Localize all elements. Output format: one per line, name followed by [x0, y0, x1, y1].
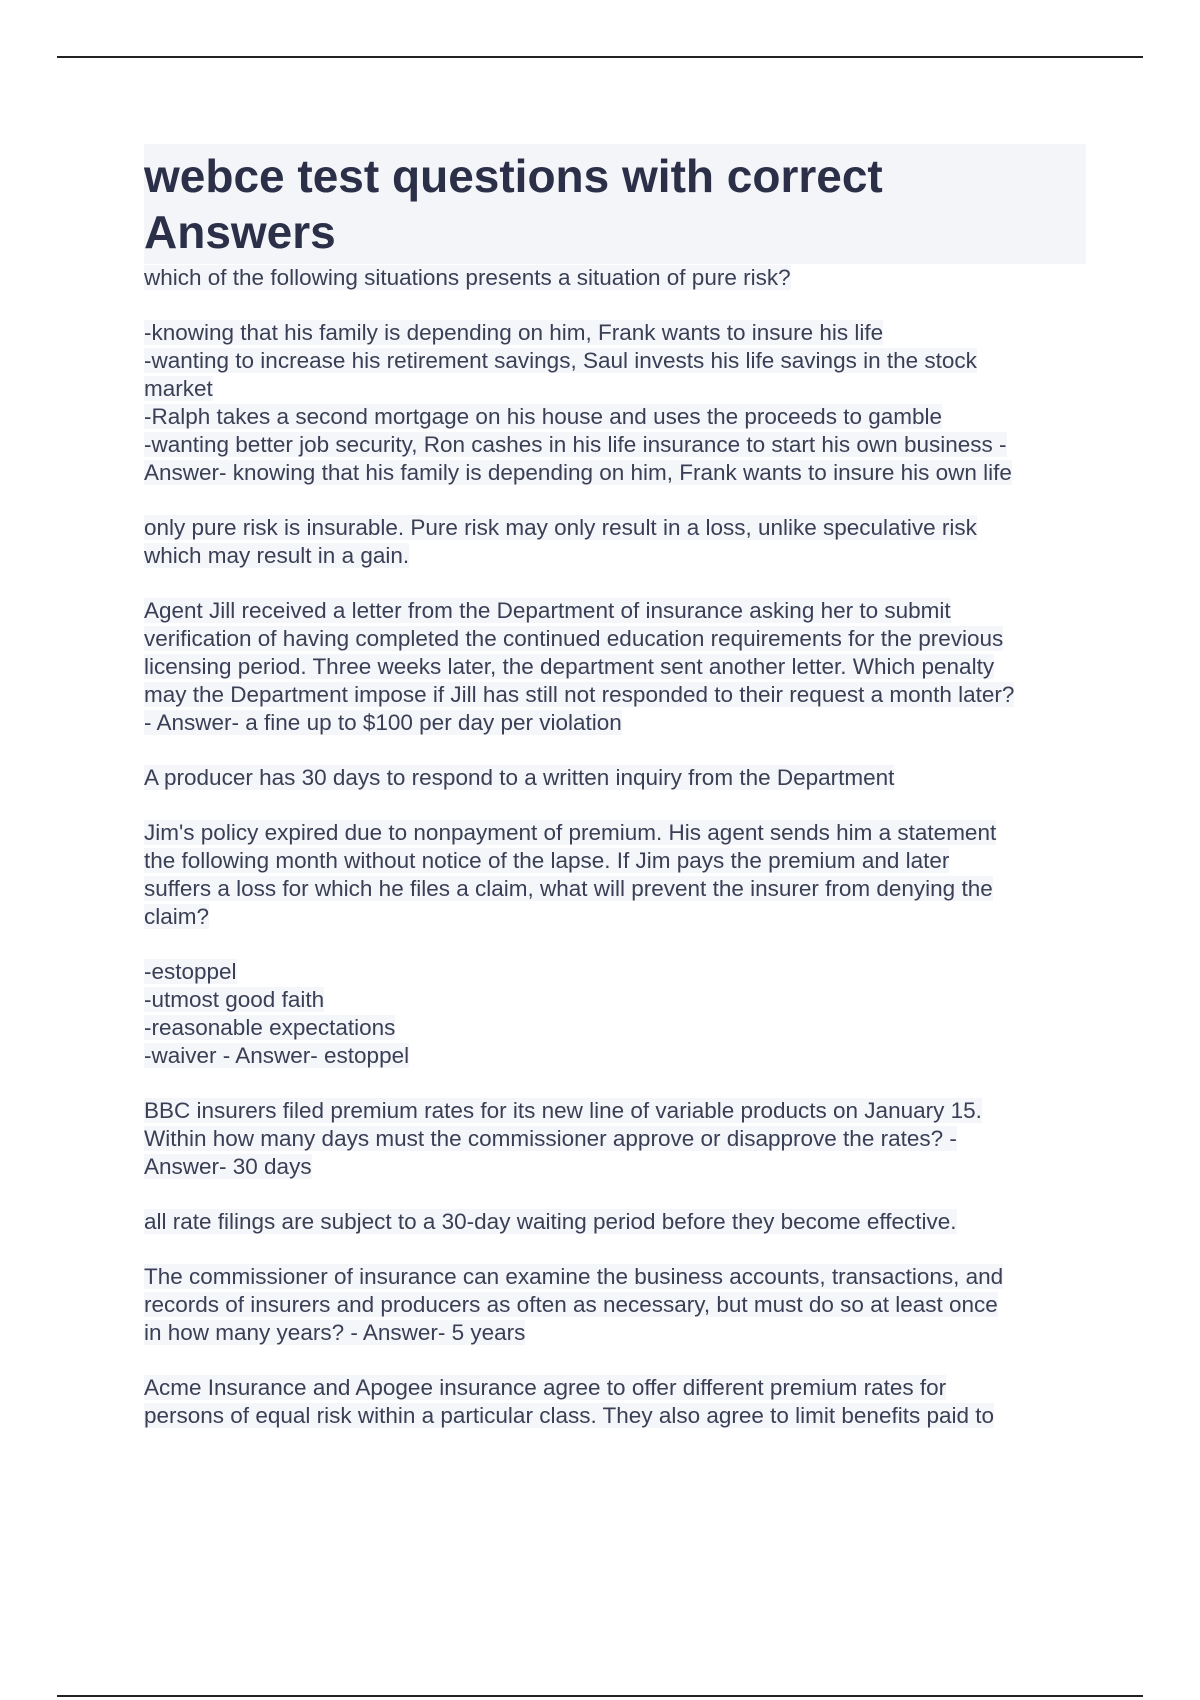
text-line-content: -estoppel	[144, 959, 237, 984]
bottom-rule	[57, 1695, 1143, 1697]
text-line	[144, 709, 1086, 737]
top-rule	[57, 56, 1143, 58]
text-line-content: -wanting to increase his retirement savings, Saul invests his life savings in the stock	[144, 348, 977, 373]
text-line	[144, 1097, 1086, 1125]
text-line-content: Within how many days must the commissioner approve or disapprove the rates? -	[144, 1126, 957, 1151]
text-line	[144, 1291, 1086, 1319]
text-line	[144, 958, 1086, 986]
paragraph	[144, 958, 1086, 1070]
text-line-content: may the Department impose if Jill has still not responded to their request a month later?	[144, 682, 1015, 707]
text-line	[144, 1402, 1086, 1430]
text-line	[144, 653, 1086, 681]
text-line	[144, 681, 1086, 709]
text-line	[144, 1263, 1086, 1291]
text-line-content: -wanting better job security, Ron cashes in his life insurance to start his own business -	[144, 432, 1007, 457]
document-page	[144, 144, 1086, 1457]
text-line	[144, 903, 1086, 931]
paragraph	[144, 1374, 1086, 1430]
text-line-content: Answer- 30 days	[144, 1154, 312, 1179]
text-line	[144, 375, 1086, 403]
paragraph	[144, 1263, 1086, 1347]
text-line	[144, 819, 1086, 847]
title-line: webce test questions with correct	[144, 150, 883, 202]
text-line-content: verification of having completed the continued education requirements for the previous	[144, 626, 1004, 651]
text-line	[144, 847, 1086, 875]
text-line-content: A producer has 30 days to respond to a written inquiry from the Department	[144, 765, 895, 790]
text-line	[144, 403, 1086, 431]
text-line-content: -Ralph takes a second mortgage on his house and uses the proceeds to gamble	[144, 404, 943, 429]
text-line-content: The commissioner of insurance can examine the business accounts, transactions, and	[144, 1264, 1004, 1289]
text-line-content: persons of equal risk within a particular class. They also agree to limit benefits paid to	[144, 1403, 995, 1428]
text-line-content: licensing period. Three weeks later, the department sent another letter. Which penalty	[144, 654, 995, 679]
text-line-content: only pure risk is insurable. Pure risk may only result in a loss, unlike speculative risk	[144, 515, 977, 540]
text-line-content: which of the following situations presents a situation of pure risk?	[144, 265, 791, 290]
text-line	[144, 625, 1086, 653]
paragraph	[144, 319, 1086, 487]
paragraph	[144, 1097, 1086, 1181]
text-line-content: market	[144, 376, 213, 401]
text-line	[144, 986, 1086, 1014]
paragraph	[144, 264, 1086, 292]
document-title	[144, 148, 1086, 260]
text-line	[144, 431, 1086, 459]
text-line	[144, 875, 1086, 903]
text-line	[144, 1014, 1086, 1042]
text-line-content: records of insurers and producers as often as necessary, but must do so at least once	[144, 1292, 998, 1317]
text-line-content: -reasonable expectations	[144, 1015, 396, 1040]
text-line-content: Agent Jill received a letter from the Department of insurance asking her to submit	[144, 598, 951, 623]
text-line	[144, 1125, 1086, 1153]
text-line	[144, 1208, 1086, 1236]
text-line-content: the following month without notice of the lapse. If Jim pays the premium and later	[144, 848, 950, 873]
text-line	[144, 1374, 1086, 1402]
title-block	[144, 144, 1086, 264]
text-line	[144, 319, 1086, 347]
text-line	[144, 1153, 1086, 1181]
text-line-content: all rate filings are subject to a 30-day waiting period before they become effective.	[144, 1209, 957, 1234]
text-line-content: - Answer- a fine up to $100 per day per violation	[144, 710, 622, 735]
text-line	[144, 1319, 1086, 1347]
paragraph	[144, 764, 1086, 792]
text-line	[144, 1042, 1086, 1070]
paragraph	[144, 1208, 1086, 1236]
document-body	[144, 264, 1086, 1430]
paragraph	[144, 514, 1086, 570]
paragraph	[144, 819, 1086, 931]
text-line-content: BBC insurers filed premium rates for its new line of variable products on January 15.	[144, 1098, 982, 1123]
text-line	[144, 764, 1086, 792]
text-line-content: suffers a loss for which he files a claim, what will prevent the insurer from denying the	[144, 876, 993, 901]
text-line-content: which may result in a gain.	[144, 543, 410, 568]
paragraph	[144, 597, 1086, 737]
text-line	[144, 542, 1086, 570]
text-line	[144, 459, 1086, 487]
title-line: Answers	[144, 206, 336, 258]
text-line	[144, 264, 1086, 292]
text-line-content: claim?	[144, 904, 210, 929]
text-line-content: Acme Insurance and Apogee insurance agree to offer different premium rates for	[144, 1375, 947, 1400]
text-line	[144, 347, 1086, 375]
text-line-content: -waiver - Answer- estoppel	[144, 1043, 410, 1068]
text-line-content: -knowing that his family is depending on him, Frank wants to insure his life	[144, 320, 884, 345]
text-line	[144, 597, 1086, 625]
text-line-content: Answer- knowing that his family is depending on him, Frank wants to insure his own life	[144, 460, 1012, 485]
text-line-content: Jim's policy expired due to nonpayment of premium. His agent sends him a statement	[144, 820, 997, 845]
text-line-content: -utmost good faith	[144, 987, 325, 1012]
text-line	[144, 514, 1086, 542]
text-line-content: in how many years? - Answer- 5 years	[144, 1320, 526, 1345]
